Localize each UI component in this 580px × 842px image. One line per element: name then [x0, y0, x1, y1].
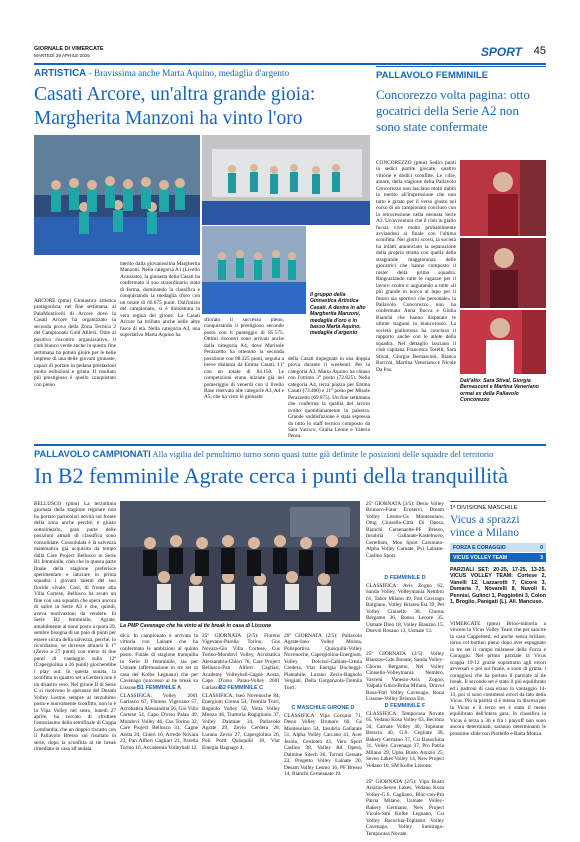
results-d-heading: D FEMMINILE D — [384, 575, 426, 581]
campionati-col-5: 25ª GIORNATA (3/5): Desio Volley Brunoro-Futur Ecoservi, Dream Volley Lesmo-Gs Montesolaro, Omg Cinisello-Città Di Opera, Bianchi Carsenaelte-PF Bresso, Insubria Gallarate-Kastelnovo, Certellum, Moo Sport Carsinino-Alpha Volley Carnate, Pvi Lainate-Caslino Sport. — [366, 501, 444, 559]
kicker: PALLAVOLO FEMMINILE — [376, 70, 489, 81]
results-b1-table: CLASSIFICA: Volley 2001 Garlasco 67, Florens Vigevano 57, Acrobatica Alessandria 56, Giò Villa Cortese 54, Capo D'orso Palau 49, Mondovì Volley 46, Cus Torino 32, Care Project Bellusco 31, Cagne Aosta 24, Chieri 16, Arredo Novara 23, Pan Alfieri Cagliari 21, Parella Torino 16, Accademia Volleyball 12. — [120, 693, 198, 751]
side-top-rule — [450, 501, 546, 502]
campionati-col-2: dica. In campionato è arrivata la vittoria con Lainate che ha confermato le ambizioni al quinto posto. Finale di stagione tranquilla in Serie D femminile, sia per Usmate (affermazione in tre set in casa del Kolbe Legnano) che per Cavenago (successo al tie break su Lissone) — [120, 633, 198, 691]
player-photo-1 — [460, 160, 546, 236]
results-b1-heading: B1 FEMMINILE A — [136, 685, 182, 691]
side-headline: Vicus a sprazzi vince a Milano — [450, 514, 520, 539]
player-image-1 — [460, 160, 546, 236]
section-name: SPORT — [480, 45, 522, 59]
home-score: 0 — [540, 544, 543, 551]
campionati-col-6: 25ª GIORNATA (2/5): Volley Bianzno-Gdu Bonate, Sanda Volley-Chorus Bergamo, Nel Volley Cinisello-Volleymania Nembro, Vavreni Vanesio-Avis Zogno, Valpala Gmra-Briha Milano, Dravol Rosa-Fml Volley Cavenago, Bona Lissone-Volley Brianza Est. — [366, 651, 444, 703]
results-c-table: CLASSIFICA: Vipa Cocquio 71, Desio Volley Brunoro 60, Gs Montesolaro 54, Insubria Gallarate 51, Alpha Volley Carcano 41, Acer Jesolo, Cerdoten 41, Vero Sport Caslino 38, Volley Rd Opera, Dalmine Sitech 36, Torruti Gessate 23, Progetto Volley Lainate 20, Desam Volley Lesmo 16, PF Bresso 14, Bianchi Cerneanate 10. — [284, 713, 362, 778]
article-artistica — [34, 66, 370, 442]
results-df-table: CLASSIFICA: Tempocasa Novate 65, Vedano Kosa Volley 63, Becrona 50, Carnate Volley 40, Topitatur Brescia 40, G.S. Cegliate 38, Bakery Germano 37, Csi Basuchina 31, Volley Cavenago 37, Pro Patria Milano 29, Upba Busto Arsizio 25, Seven Lakes Volley 14, New Project Vedano 10, SM Kolbe Lissone. — [366, 711, 444, 769]
results-b2-heading: B2 FEMMINILE C — [218, 685, 264, 691]
article-top-rule — [376, 66, 546, 67]
player-photo-3 — [460, 310, 546, 374]
headline: Casati Arcore, un'altra grande gioia: Margherita Manzoni ha vinto l'oro — [34, 84, 316, 129]
results-d-table: CLASSIFICA: Avis Zogno 62, Sanda Volley, Volleymania Nembro 61, Tabor Milano 49, Fml Gavirago Bolgiano, Volley Briarea Est 39, Pet Volley Cinisello 38, Chorus Bergamo 36, Bonsu Lecore 35, Usmate Dino 18, Volley Bianzno 15, Duevol Rosano 13, Usmate 13. — [366, 583, 444, 635]
score-row-away — [450, 553, 546, 562]
results-b2-table: CLASSIFICA: Iseo Novenoche 84, Energium Crema 54, Tremila Torri, Bagnolo Volley 50, Volta Volley Monza 46, Trattoria Rugigiuolo 37, Volley Dalmine 34, Pallavolo Agrate 29, Zevio Cerdera 28, Lurano Zevio 27, Capergiolina 26, Poli Porti Quisquilii 18, Viar Energia Bagnago 4. — [202, 693, 280, 751]
article-pallavolo-campionati — [34, 447, 546, 839]
side-article-vicus — [450, 501, 546, 839]
score-details: PARZIALI SET: 20-25, 17-25, 13-25. VICUS VOLLEY TEAM: Cortese 2, Vanelli 12, Lazzarotti 7, Cicorè 3, Demaria 7, Novarelli 8, Nuvoli 6, Pennisi, Gulinci 1, Peggiotini 3, Colon 1, Broglio, Panigati (L). All. Mancuso. — [450, 567, 546, 606]
kicker-label: PALLAVOLO CAMPIONATI — [34, 449, 151, 459]
photo-caption: La PMP Cavenago che ha vinto al tie break in casa di Lissone — [120, 623, 272, 629]
campionati-col-7: 25ª GIORNATA (2/5): Vipa Busto Arsizio-Seven Lakes, Vedano Kosa Volley-G.S. Cagliano, Bloc-con-Pro Patria Milano, Usmate Volley-Bakery Germano, New Project Vicolo-Smi Kolbe Legnano, Csi Volley Bacuchia-Topitatur Volley Cavenago, Volley Sumirago-Tempocasa Novate. — [366, 779, 444, 837]
headline: Concorezzo volta pagina: otto gocatrici della Serie A2 non sono state confermate — [376, 88, 530, 134]
photo-caption: Dall'alto: Sara Stival, Giorgia Bernasconi e Martina Veneriano ormai ex della Pallavolo Concorezzo — [460, 378, 539, 404]
side-body: VIMERCATE (pmu) Brioo-mbioria a vincere la Vicus Volley Team che per sancire la casa Cappelletti, ed anche senza brillare, torna col bottino pieno dopo aver espugnato in tre set il campo milanese della Forza e Coraggio. Nel primo parziale la Vicus scappa 19-12 grazie soprattutto agli errori avversari e poi sul finale, a suon di grinta, i coraggiosi che ha portato il parziale al tie break. Il secondo set è stato il più equilibrato ed i padroni di casa erano in vantaggio 14-13, poi si sono commessi errori da lato della Vicus. Più la partita si è messa in discesa per la Vicus e il terzo set è stato il meno equilibrato dell'intera gara. In classifica la Vicus è terza a 36 e fra i playoff non sono ancora determinati, saranno determinanti le prossime sfide con Pioltello e Baita Monza. — [450, 621, 546, 737]
artistica-col-1: ARCORE (pmu) Ginnastica artistica protagonista, nel fine settimana, al PalaMonticelli di Arcore dove la Casati Arcore ha organizzato la seconda prova della Zona Tecnica 2 del Campionato Gold Allievi. Oltre al positivo riscontro organizzativo, il club bianco verde anche in questo fine settimana ha potuto gioire per le belle imprese di una delle giovani ginnaste, capaci di portare in pedana prestazioni molto esibizioni e grinta. Il risultato più prestigioso è quello conquistato con pieno — [34, 298, 116, 388]
headline: In B2 femminile Agrate cerca i punti della tranquillità — [34, 463, 509, 488]
campionati-col-1: BELLUSCO (pmu) La terzultima giornata della stagione regolare non ha portato particolari novità sul fronte della zona anche perché, è giusto sottolinearlo, gran parte delle posizioni attuali di classifica sono consolidate. Consolidata è la salvezza matematica già acquisita da tempo dalla Care Project Bellusco in Serie B1 femminile, club che in questa parte finale della stagione preferisce sperimentare e lanciare in prima squadra i giovani talenti del suo florido vivaio. Così, di fronte alla Villa Cortese, Bellusco ha avuto un fine con una squadra che spera ancora di salire in Serie A3 e che, quindi, aveva motivazioni da vendere. In Serie B2 femminile, Agrate, amabilmente al nono posto a quota 29, sembre bisogna di un paio di punti per essere sicura della salvezza, perché, lo ricordiamo, se dovesse attuarsi il 1° (Zevio a 27 punti) con meno di due punti di vantaggio sulla 12ª (Capergiolina a 26 punti) giocherebbe i play out. In questa sonata, la sconfitta in quattro set a Cerdera non è un disastro vero. Nel girone D di Serie C si risolvono le speranze del Desam Volley Lesmo sempre al terzultimo posto e nuovamente sconfitto, non lo è la Vipa Volley nel sesto, lunedì 27 aprile, ha cercato di sfruttare l'entusiasmo della semifinale di Coppa Lombardia, che un doppio riscatto con il Pallavolo Bresso sul risultato in serie, dopo la sconfitta al tie break rimediata in casa all'andata. — [34, 501, 116, 753]
group-photo — [34, 135, 200, 255]
away-score: 3 — [540, 554, 543, 561]
kicker — [34, 449, 546, 459]
masthead — [34, 46, 546, 64]
paper-name: GIORNALE DI VIMERCATE — [34, 46, 104, 52]
away-team: VICUS VOLLEY TEAM — [453, 554, 508, 561]
artistica-col-4: della Casati impegnate in una doppia prova durante il weekend. Per la categoria A3, Marta Aquino ha chiuso con l'ottimo 3° posto (72.825). Nella categoria A4, terza piazza per Emma Casati (73.400) e 11° posto per Misole Perazzetto (69.875). Un fine settimana che conferma la qualità del lavoro svolto quotidianamente in palestra. Grande soddisfazione è stata espressa da tutto lo staff tecnico composto da Sara Varisco, Giulia Leone e Valeria Pensa. — [288, 356, 370, 440]
campionati-col-4: 26ª GIORNATA (2/5): Pallavolo Agrate-Iseo Volley Monza, Polisportiva Quisquilii-Volley Novenoche, Capergiolina-Energium, Volley Dolcissi-Cabiate-Cresia Credera, Viar Energia Bucheggi-Plantabile, Lurano Zevio-Bagnolo Vergiati, Della Gorgonzola-Tremila Torri. — [284, 633, 362, 691]
score-row-home — [450, 543, 546, 552]
player-image-3 — [460, 310, 546, 374]
artistica-col-3: sfiorato il successo pieno, conquistando il prestigioso secondo posto con il punteggio di 85.575. Ottimi riscontri sono arrivati anche dalla categoria A4, dove Marisole Perazzetto ha ottenuto la seconda posizione con 88.325 punti, seguita a breve distanza da Emma Casati, 11ª con un totale di 84.150. Le competizioni erano iniziate già nel pomeriggio di venerdì con il livello Base riservato alle categorie A3, A4 e A5, che ha visto le ginnaste — [204, 317, 284, 401]
team-photo — [120, 501, 360, 621]
kicker-sub: Alla vigilia del penultimo turno sono quasi tutte già definite le posizioni delle squadre del territorio — [150, 449, 494, 459]
results-c-heading: C MASCHILE GIRONE D — [291, 705, 355, 711]
article-pallavolo-femminile — [376, 66, 546, 442]
section-divider — [34, 444, 546, 446]
player-photo-2 — [460, 238, 546, 308]
group-photo-image — [34, 135, 200, 255]
team-photo-image — [120, 501, 360, 621]
artistica-col-2: merito dalla giovanissima Margherita Manzoni. Nella categoria A1 (Livello Avanzato), la ginnasta della Casati ha confermato il suo straordinario stato di forma, dominando la classifica e conquistando la medaglia d'oro con un totale di 66.675 punti. Dall'inizio del campionato, si è dimostrata la vera regina del girone. La Casati Arcore ha brillato anche nelle altre fasce di età. Nella categoria A3, una superlativa Marta Aquino ha — [120, 261, 200, 338]
issue-date: MARTEDÌ 29 APRILE 2025 — [34, 53, 90, 58]
results-df-heading: D FEMMINILE F — [384, 703, 426, 709]
player-image-2 — [460, 238, 546, 308]
silver-medal-photo — [202, 226, 306, 314]
kicker-sub: - Bravissima anche Marta Aquino, medaglia d'argento — [86, 69, 290, 79]
side-head: 1ª DIVISIONE MASCHILE — [450, 505, 518, 511]
masthead-rule — [34, 63, 546, 65]
campionati-col-3: 25ª GIORNATA (2/5): Florens Vigevano-Parella Torino, Gos Novara-Giò Villa Cortese, Cus Torino-Mondovì Volley, Acrobatica Alessandria-Chieri 76, Care Project Bellusco-Pan Alfieri Cagliari, Academy Volleyball-Cagne Aosta, Capo D'orso Palau-Volley 2001 Garlasco. — [202, 633, 280, 691]
gold-medal-image — [202, 135, 370, 225]
gold-medal-photo — [202, 135, 370, 225]
article-body: CONCOREZZO (pmu) Sedici punti in sedici partite giocate, quattro vittorie e dodici sconfitte. Le cifre, amare, della stagione della Pallavolo Concorezzo non lasciano molti dubbi in merito all'impressione che non tutto è girato per il verso giusto nel corso di un campionato concluso con la retrocessione nella neonata Serie A3. Un'avventura che il club in giallo fucsia vive molto probabilmente avviandosi al finale con l'ultima sconfitta. Nei giorni scorsi, la società ha infatti annunciato la separazione dalla propria stratta con quella della stragrande maggioranza delle giocatrici che hanno composto il roster della prima squadra. Ringraziando tutte le ragazze per il lavoro svolto e augurando a tutte «il più grande in bocca al lupo per il futuro sia sportivo che personale» la Pallavolo Concorezzo non ha confermato Anna Bocca e Giulia Bianchi che hanno disputato le ultime stagioni in biancorosso. La società giallorossa ha concluso il rapporto anche con le atlete della squadra. Nel dettaglio lasciano il club capitana Francesca Torelli, Sara Stival, Giorgia Bernasconi, Bianca Barcchi, Martina Veneriano e Nicole Da Pos. — [376, 160, 456, 373]
kicker-label: ARTISTICA — [34, 68, 87, 79]
photo-caption: Il gruppo della Ginnastica Artistica Casati. A destra in alto Margherita Manzoni, medaglia d'oro e in basso Marta Aquino, medaglia d'argento — [310, 292, 366, 337]
score-box — [450, 543, 546, 563]
page-number: 45 — [533, 45, 546, 57]
kicker — [34, 68, 370, 79]
home-team: FORZA E CORAGGIO — [453, 544, 506, 551]
silver-medal-image — [202, 226, 306, 314]
